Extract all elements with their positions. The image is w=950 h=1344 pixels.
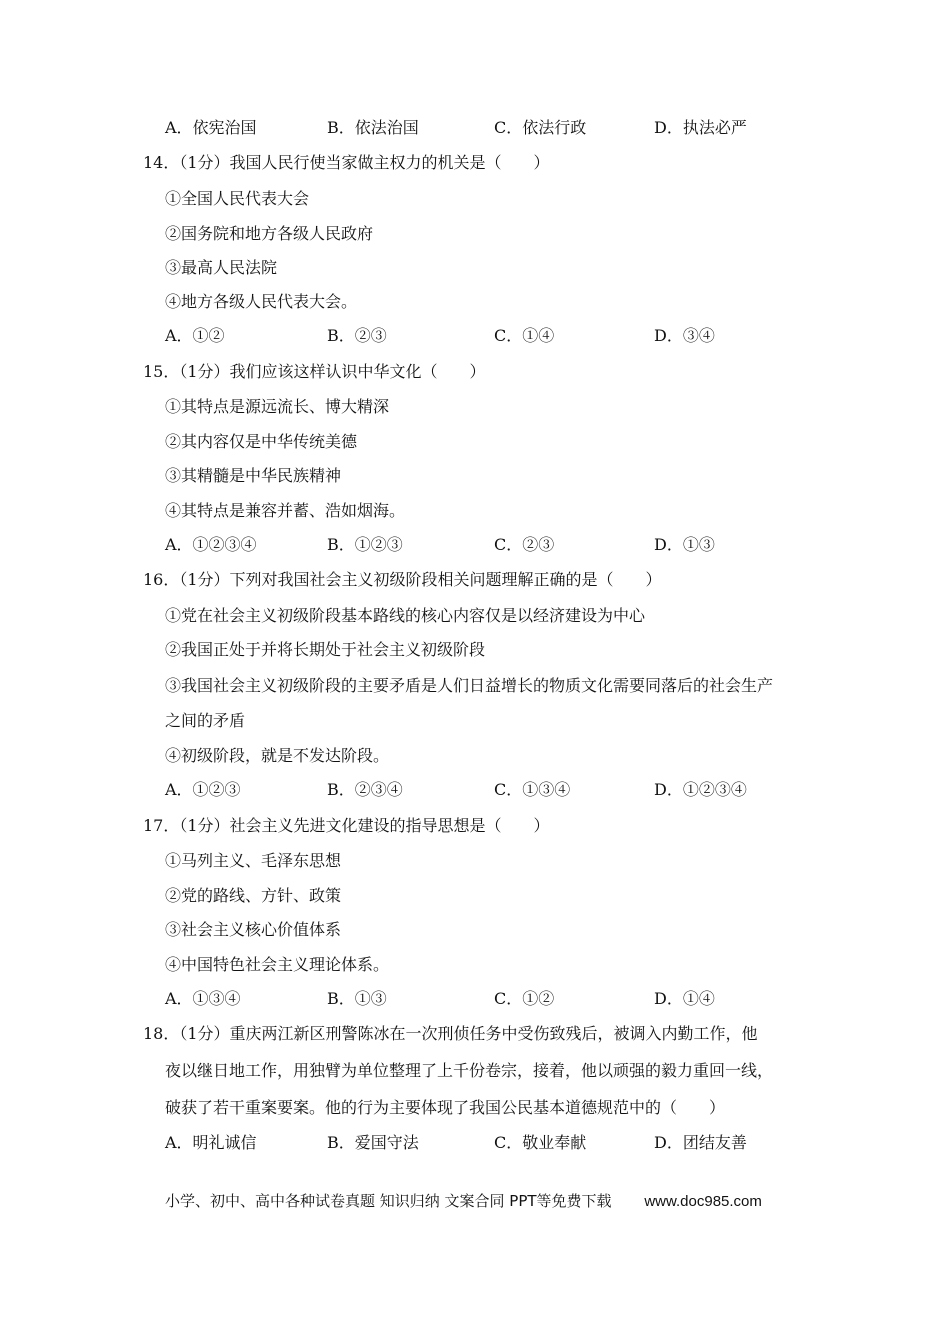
option-d: D．③④ xyxy=(654,326,715,345)
option-c: C．①④ xyxy=(494,326,555,345)
statement-3: ③我国社会主义初级阶段的主要矛盾是人们日益增长的物质文化需要同落后的社会生产 xyxy=(165,676,774,695)
statement-1: ①党在社会主义初级阶段基本路线的核心内容仅是以经济建设为中心 xyxy=(165,606,646,625)
option-b: B．①②③ xyxy=(327,535,403,554)
page-footer xyxy=(165,1190,762,1213)
option-a: A．①②③ xyxy=(165,780,241,799)
footer-text: 小学、初中、高中各种试卷真题 知识归纳 文案合同 PPT等免费下载 xyxy=(165,1192,612,1210)
option-c: C．②③ xyxy=(494,535,555,554)
statement-1: ①其特点是源远流长、博大精深 xyxy=(165,397,390,416)
statement-2: ②党的路线、方针、政策 xyxy=(165,886,342,905)
option-c: C．敬业奉献 xyxy=(494,1133,587,1152)
statement-2: ②其内容仅是中华传统美德 xyxy=(165,432,358,451)
statement-3: ③其精髓是中华民族精神 xyxy=(165,466,342,485)
question-stem: 16．（1分）下列对我国社会主义初级阶段相关问题理解正确的是（ ） xyxy=(143,570,662,589)
option-b: B．①③ xyxy=(327,989,387,1008)
option-b: B．②③ xyxy=(327,326,387,345)
statement-3: ③最高人民法院 xyxy=(165,258,278,277)
question-stem-line-3: 破获了若干重案要案。他的行为主要体现了我国公民基本道德规范中的（ ） xyxy=(165,1098,726,1117)
statement-4: ④其特点是兼容并蓄、浩如烟海。 xyxy=(165,501,406,520)
question-stem-line-2: 夜以继日地工作，用独臂为单位整理了上千份卷宗，接着，他以顽强的毅力重回一线， xyxy=(165,1061,774,1080)
statement-2: ②我国正处于并将长期处于社会主义初级阶段 xyxy=(165,640,486,659)
question-stem: 14．（1分）我国人民行使当家做主权力的机关是（ ） xyxy=(143,153,550,172)
statement-1: ①全国人民代表大会 xyxy=(165,189,310,208)
option-d: D．执法必严 xyxy=(654,118,747,137)
option-d: D．①②③④ xyxy=(654,780,747,799)
statement-3-continued: 之间的矛盾 xyxy=(165,711,246,730)
statement-1: ①马列主义、毛泽东思想 xyxy=(165,851,342,870)
option-a: A．依宪治国 xyxy=(165,118,257,137)
option-b: B．依法治国 xyxy=(327,118,419,137)
option-b: B．②③④ xyxy=(327,780,403,799)
statement-3: ③社会主义核心价值体系 xyxy=(165,920,342,939)
option-d: D．①④ xyxy=(654,989,715,1008)
option-c: C．①② xyxy=(494,989,555,1008)
question-stem: 15．（1分）我们应该这样认识中华文化（ ） xyxy=(143,362,486,381)
question-stem: 18．（1分）重庆两江新区刑警陈冰在一次刑侦任务中受伤致残后，被调入内勤工作，他 xyxy=(143,1024,758,1043)
question-stem: 17．（1分）社会主义先进文化建设的指导思想是（ ） xyxy=(143,816,550,835)
option-d: D．①③ xyxy=(654,535,715,554)
statement-4: ④初级阶段，就是不发达阶段。 xyxy=(165,746,390,765)
option-a: A．①② xyxy=(165,326,225,345)
option-b: B．爱国守法 xyxy=(327,1133,419,1152)
option-c: C．①③④ xyxy=(494,780,571,799)
statement-2: ②国务院和地方各级人民政府 xyxy=(165,224,374,243)
statement-4: ④中国特色社会主义理论体系。 xyxy=(165,955,390,974)
option-a: A．①②③④ xyxy=(165,535,257,554)
footer-site-link[interactable]: www.doc985.com xyxy=(644,1193,762,1210)
statement-4: ④地方各级人民代表大会。 xyxy=(165,292,358,311)
option-a: A．明礼诚信 xyxy=(165,1133,257,1152)
option-d: D．团结友善 xyxy=(654,1133,747,1152)
option-a: A．①③④ xyxy=(165,989,241,1008)
option-c: C．依法行政 xyxy=(494,118,587,137)
